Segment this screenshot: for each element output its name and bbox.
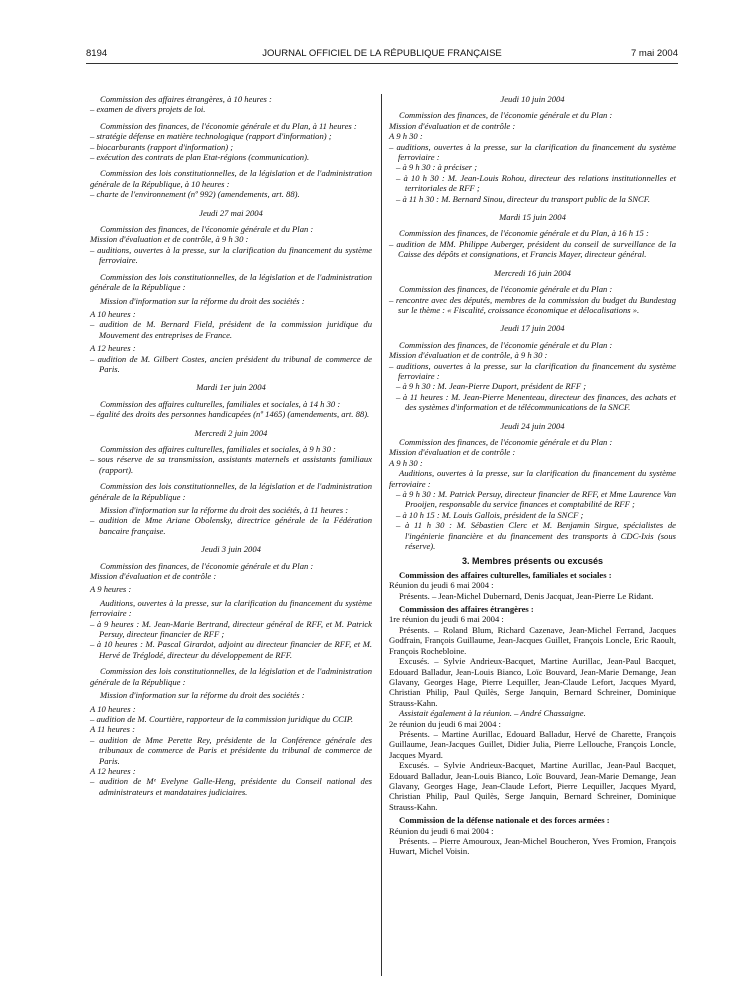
date-heading: Mardi 1er juin 2004 — [196, 382, 266, 393]
time-line: A 12 heures : — [90, 343, 136, 354]
agenda-item: – audition de Mme Ariane Obolensky, directrice générale de la Fédération bancaire française. — [90, 515, 372, 536]
agenda-subitem: – à 9 h 30 : M. Patrick Persuy, directeur financier de RFF, et Mme Laurence Van Prooijen, responsable du service finances et comptabilité de RFF ; — [396, 489, 676, 510]
entry-heading: Commission des finances, de l'économie générale et du Plan, à 16 h 15 : — [399, 228, 649, 239]
meeting-line: Réunion du jeudi 6 mai 2004 : — [389, 825, 494, 836]
section-heading: 3. Membres présents ou excusés — [461, 556, 604, 567]
attendance-line: Présents. – Roland Blum, Richard Cazenave, Jean-Michel Ferrand, Jacques Godfrain, François Guillaume, Jean-Jacques Guillet, François Loncle, Eric Raoult, François Rochebloine. — [389, 624, 676, 656]
attendance-line: Excusés. – Sylvie Andrieux-Bacquet, Martine Aurillac, Jean-Paul Bacquet, Edouard Balladur, Jean-Louis Bianco, Loïc Bouvard, Jean-Marie Demange, Jean Glavany, Georges Hage, Jean-Claude Lefort, Pierre Lequiller, Jacques Myard, Christian Philip, Paul Quilès, Serge Janquin, Bernard Schreiner, Dominique Strauss-Kahn. — [389, 760, 676, 812]
attendance-line: Assistait également à la réunion. – André Chassaigne. — [399, 708, 586, 719]
entry-heading: Commission des finances, de l'économie générale et du Plan : — [399, 339, 613, 350]
agenda-item: – audition de M. Courtière, rapporteur de la commission juridique du CCIP. — [90, 713, 354, 724]
entry-heading: Commission des affaires culturelles, familiales et sociales, à 14 h 30 : — [100, 398, 341, 409]
agenda-subitem: – à 9 h 30 : M. Jean-Pierre Duport, président de RFF ; — [396, 381, 587, 392]
agenda-item: – audition de M. Gilbert Costes, ancien président du tribunal de commerce de Paris. — [90, 353, 372, 374]
date-heading: Jeudi 17 juin 2004 — [500, 323, 565, 334]
issue-date: 7 mai 2004 — [630, 48, 678, 59]
time-line: A 9 heures : — [90, 584, 132, 595]
date-heading: Jeudi 27 mai 2004 — [199, 207, 263, 218]
agenda-item: – examen de divers projets de loi. — [90, 104, 206, 115]
date-heading: Jeudi 24 juin 2004 — [500, 420, 565, 431]
date-heading: Mardi 15 juin 2004 — [499, 212, 566, 223]
entry-heading: Commission des finances, de l'économie générale et du Plan : — [100, 224, 314, 235]
mission-line: Mission d'évaluation et de contrôle, à 9 h 30 : — [90, 234, 249, 245]
time-line: A 10 heures : — [90, 308, 136, 319]
agenda-item: – à 9 heures : M. Jean-Marie Bertrand, directeur général de RFF, et M. Patrick Persuy, directeur financier de RFF ; — [90, 618, 372, 640]
time-line: A 11 heures : — [90, 724, 135, 735]
attendance-line: Présents. – Jean-Michel Dubernard, Denis Jacquat, Jean-Pierre Le Ridant. — [399, 590, 654, 601]
mission-line: Mission d'évaluation et de contrôle : — [389, 120, 516, 131]
agenda-subitem: – à 10 h 15 : M. Louis Gallois, président de la SNCF ; — [396, 509, 584, 520]
agenda-item: Auditions, ouvertes à la presse, sur la clarification du financement du système ferroviaire : — [90, 597, 372, 619]
agenda-item: – auditions, ouvertes à la presse, sur la clarification du financement du système ferroviaire : — [389, 360, 676, 381]
entry-heading: Commission des lois constitutionnelles, de la législation et de l'administration générale de la République, à 10 heures : — [90, 168, 372, 189]
agenda-item: – auditions, ouvertes à la presse, sur la clarification du financement du système ferroviaire. — [90, 244, 372, 266]
agenda-subitem: – à 11 h 30 : M. Sébastien Clerc et M. Benjamin Sirgue, spécialistes de l'ingénierie financière et du financement des transports à CDC-Ixis (sous réserve). — [396, 520, 676, 552]
page-header — [86, 48, 678, 62]
right-column — [389, 94, 676, 857]
entry-heading: Commission des affaires culturelles, familiales et sociales, à 9 h 30 : — [100, 443, 336, 454]
agenda-item: – charte de l'environnement (nº 992) (amendements, art. 88). — [90, 189, 300, 200]
agenda-item: – audition de Mᵉ Evelyne Galle-Heng, présidente du Conseil national des administrateurs et mandataires judiciaires. — [90, 776, 372, 797]
mission-line: Mission d'évaluation et de contrôle, à 9 h 30 : — [389, 350, 548, 361]
agenda-item: – audition de M. Bernard Field, président de la commission juridique du Mouvement des entreprises de France. — [90, 319, 372, 340]
date-heading: Jeudi 10 juin 2004 — [500, 94, 565, 104]
agenda-item: – stratégie défense en matière technologique (rapport d'information) ; — [90, 131, 332, 142]
agenda-item: – sous réserve de sa transmission, assistants maternels et assistants familiaux (rapport). — [90, 454, 372, 475]
agenda-item: – exécution des contrats de plan Etat-régions (communication). — [90, 152, 310, 163]
entry-heading: Commission des lois constitutionnelles, de la législation et de l'administration générale de la République : — [90, 666, 372, 687]
header-rule — [86, 63, 678, 64]
agenda-subitem: – à 9 h 30 : à préciser ; — [396, 162, 478, 173]
mission-line: Mission d'évaluation et de contrôle : — [90, 571, 217, 582]
mission-line: Mission d'information sur la réforme du droit des sociétés, à 11 heures : — [100, 505, 349, 515]
time-line: A 10 heures : — [90, 703, 136, 714]
mission-line: Mission d'information sur la réforme du droit des sociétés : — [100, 690, 305, 701]
committee-heading: Commission de la défense nationale et des forces armées : — [399, 815, 610, 826]
agenda-subitem: – à 11 h 30 : M. Bernard Sinou, directeur du transport public de la SNCF. — [396, 193, 650, 204]
attendance-line: Présents. – Pierre Amouroux, Jean-Michel Boucheron, Yves Fromion, François Huwart, Michel Voisin. — [389, 836, 676, 857]
time-line: A 9 h 30 : — [389, 457, 423, 468]
agenda-item: Auditions, ouvertes à la presse, sur la clarification du financement du système ferroviaire : — [389, 468, 676, 489]
agenda-subitem: – à 11 heures : M. Jean-Pierre Menenteau, directeur des finances, des achats et des systèmes d'information et de télécommunications de la SNCF. — [396, 391, 676, 413]
attendance-line: Présents. – Martine Aurillac, Edouard Balladur, Hervé de Charette, François Guillaume, Jean-Jacques Guillet, Didier Julia, Pierre Lellouche, François Loncle, Jacques Myard. — [389, 728, 676, 760]
time-line: A 9 h 30 : — [389, 131, 423, 142]
date-heading: Mercredi 2 juin 2004 — [194, 427, 268, 438]
entry-heading: Commission des finances, de l'économie générale et du Plan : — [100, 560, 314, 571]
agenda-item: – à 10 heures : M. Pascal Girardot, adjoint au directeur financier de RFF, et M. Hervé de Tréglodé, directeur du développement de RFF. — [90, 639, 372, 660]
page-number: 8194 — [86, 48, 108, 59]
agenda-subitem: – à 10 h 30 : M. Jean-Louis Rohou, directeur des relations institutionnelles et territoriales de RFF ; — [396, 172, 676, 194]
date-heading: Mercredi 16 juin 2004 — [494, 267, 571, 278]
entry-heading: Commission des finances, de l'économie générale et du Plan : — [399, 110, 613, 121]
committee-heading: Commission des affaires étrangères : — [399, 604, 534, 615]
date-heading: Jeudi 3 juin 2004 — [201, 544, 261, 555]
agenda-item: – rencontre avec des députés, membres de la commission du budget du Bundestag sur le thème : « Fiscalité, croissance économique et délocalisations ». — [389, 294, 676, 315]
agenda-item: – auditions, ouvertes à la presse, sur la clarification du financement du système ferroviaire : — [389, 141, 676, 163]
entry-heading: Commission des affaires étrangères, à 10 heures : — [100, 94, 272, 104]
entry-heading: Commission des finances, de l'économie générale et du Plan, à 11 heures : — [100, 120, 357, 131]
agenda-item: – audition de Mme Perette Rey, présidente de la Conférence générale des tribunaux de commerce de Paris et présidente du tribunal de commerce de Paris. — [90, 734, 372, 766]
journal-title: JOURNAL OFFICIEL DE LA RÉPUBLIQUE FRANÇAISE — [262, 48, 502, 59]
time-line: A 12 heures : — [90, 765, 136, 776]
left-column — [90, 94, 372, 797]
meeting-line: 2e réunion du jeudi 6 mai 2004 : — [389, 718, 501, 729]
entry-heading: Commission des finances, de l'économie générale et du Plan : — [399, 436, 613, 447]
column-divider — [381, 94, 382, 976]
entry-heading: Commission des lois constitutionnelles, de la législation et de l'administration générale de la République : — [90, 481, 372, 502]
agenda-item: – audition de MM. Philippe Auberger, président du conseil de surveillance de la Caisse des dépôts et consignations, et Francis Mayer, directeur général. — [389, 238, 676, 260]
meeting-line: 1re réunion du jeudi 6 mai 2004 : — [389, 614, 504, 625]
agenda-item: – égalité des droits des personnes handicapées (nº 1465) (amendements, art. 88). — [90, 409, 370, 420]
agenda-item: – biocarburants (rapport d'information) ; — [90, 141, 234, 152]
entry-heading: Commission des lois constitutionnelles, de la législation et de l'administration générale de la République : — [90, 271, 372, 293]
meeting-line: Réunion du jeudi 6 mai 2004 : — [389, 580, 494, 591]
committee-heading: Commission des affaires culturelles, familiales et sociales : — [399, 569, 612, 580]
entry-heading: Commission des finances, de l'économie générale et du Plan : — [399, 284, 613, 295]
mission-line: Mission d'évaluation et de contrôle : — [389, 447, 516, 458]
attendance-line: Excusés. – Sylvie Andrieux-Bacquet, Martine Aurillac, Jean-Paul Bacquet, Edouard Balladur, Jean-Louis Bianco, Loïc Bouvard, Jean-Marie Demange, Jean Glavany, Georges Hage, Pierre Lequiller, Jean-Claude Lefort, Jacques Myard, Christian Philip, Paul Quilès, Serge Janquin, Bernard Schreiner, Dominique Strauss-Kahn. — [389, 656, 676, 708]
mission-line: Mission d'information sur la réforme du droit des sociétés : — [100, 295, 305, 306]
